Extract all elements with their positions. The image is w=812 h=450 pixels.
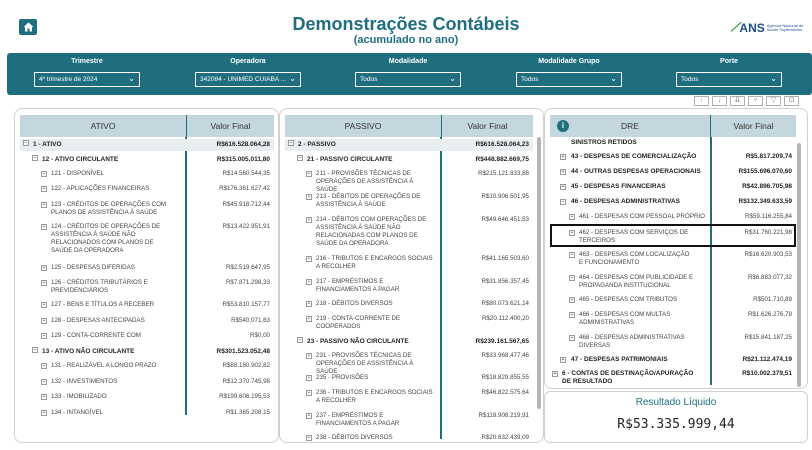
filter-label: Operadora: [230, 58, 266, 65]
row-label: 126 - CRÉDITOS TRIBUTÁRIOS E PREVIDENCIÁRIOS: [51, 279, 148, 294]
row-value: R$16.620.903,53: [744, 251, 792, 258]
row-label: 231 - PROVISÕES TÉCNICAS DE OPERAÇÕES DE ASSISTÊNCIA À SAÚDE: [316, 352, 414, 375]
filter-modalidade: [355, 53, 461, 95]
row-value: R$42.896.705,98: [742, 183, 792, 190]
chevron-down-icon: ⌄: [289, 74, 296, 83]
table-row[interactable]: [285, 336, 533, 348]
filter-modalidade-grupo: [516, 53, 622, 95]
row-value: R$49.646.451,53: [481, 216, 529, 223]
row-label: 124 - CRÉDITOS DE OPERAÇÕES DE ASSISTÊNCIA À SAÚDE NÃO RELACIONADOS COM PLANOS DE SAÚDE DA OPERADORA: [51, 223, 161, 254]
row-label: 129 - CONTA-CORRENTE COM: [51, 332, 141, 339]
table-row[interactable]: [20, 378, 274, 388]
row-value: R$315.005.011,80: [216, 156, 270, 163]
expand-icon[interactable]: +: [570, 312, 574, 318]
row-value: R$41.165.503,60: [481, 255, 529, 262]
resultado-liquido-card: [544, 391, 808, 443]
row-value: R$33.968.477,46: [481, 352, 529, 359]
row-value: R$10.906.501,95: [481, 193, 529, 200]
row-label: 464 - DESPESAS COM PUBLICIDADE E PROPAGANDA INSTITUCIONAL: [579, 274, 694, 289]
row-label: 1 - ATIVO: [33, 141, 62, 148]
table-row[interactable]: [550, 168, 796, 178]
expand-icon[interactable]: +: [42, 265, 46, 271]
row-value: R$31.760.221,98: [744, 229, 792, 236]
expand-icon[interactable]: +: [561, 154, 565, 160]
table-row[interactable]: [550, 183, 796, 193]
valor-final-column-header[interactable]: Valor Final: [710, 115, 796, 137]
table-row[interactable]: [550, 274, 796, 292]
table-row[interactable]: [20, 223, 274, 257]
row-label: 134 - INTANGÍVEL: [51, 409, 104, 416]
table-row[interactable]: [550, 296, 796, 306]
filter-operadora: [195, 53, 301, 95]
row-value: R$155.696.070,60: [738, 168, 792, 175]
row-label: 133 - IMOBILIZADO: [51, 393, 107, 400]
ativo-panel: [14, 108, 279, 443]
expand-icon[interactable]: +: [42, 363, 46, 369]
row-label: 211 - PROVISÕES TÉCNICAS DE OPERAÇÕES DE ASSISTÊNCIA À SAÚDE: [316, 170, 414, 193]
passivo-scrollbar[interactable]: [537, 137, 541, 409]
filter-label: Trimestre: [71, 58, 103, 65]
table-row[interactable]: [285, 170, 533, 193]
expand-icon[interactable]: +: [42, 224, 46, 230]
filter-button[interactable]: [766, 96, 781, 106]
row-value: R$2.519.647,95: [225, 264, 270, 271]
filter-label: Porte: [720, 58, 738, 65]
page-subtitle: (acumulado no ano): [353, 34, 459, 46]
expand-icon[interactable]: +: [561, 357, 565, 363]
row-value: R$46.822.575,64: [481, 389, 529, 396]
ans-logo-text: ANS: [739, 20, 765, 35]
expand-icon[interactable]: +: [307, 435, 311, 441]
passivo-table-header: [285, 115, 533, 137]
trimestre-select-value: 4º trimestre de 2024: [39, 76, 98, 83]
table-row[interactable]: [550, 139, 796, 149]
expand-icon[interactable]: +: [307, 194, 311, 200]
row-value: R$132.349.633,59: [738, 198, 792, 205]
expand-icon[interactable]: +: [42, 171, 46, 177]
row-label: SINISTROS RETIDOS: [571, 139, 637, 146]
row-label: 2 - PASSIVO: [298, 141, 336, 148]
page-title: Demonstrações Contábeis: [292, 14, 520, 34]
row-value: R$20.112.400,20: [481, 315, 529, 322]
row-label: 131 - REALIZÁVEL A LONGO PRAZO: [51, 362, 157, 369]
table-row[interactable]: [285, 412, 533, 430]
expand-icon[interactable]: +: [561, 169, 565, 175]
row-label: 121 - DISPONÍVEL: [51, 170, 104, 177]
table-row[interactable]: [550, 198, 796, 208]
row-label: 237 - EMPRÉSTIMOS E FINANCIAMENTOS A PAGAR: [316, 412, 400, 427]
info-icon[interactable]: i: [557, 120, 569, 132]
expand-icon[interactable]: +: [42, 379, 46, 385]
expand-icon[interactable]: +: [570, 230, 574, 236]
table-row[interactable]: [550, 251, 796, 269]
arrow-up-icon: ↑: [699, 97, 704, 104]
expand-icon[interactable]: +: [570, 297, 574, 303]
row-value: R$20.632.439,09: [481, 434, 529, 441]
table-row[interactable]: [20, 301, 274, 311]
collapse-icon[interactable]: −: [24, 140, 28, 146]
expand-icon[interactable]: +: [307, 413, 311, 419]
row-value: R$53.810.157,77: [222, 301, 270, 308]
table-row[interactable]: [550, 334, 796, 352]
row-value: R$5.817.209,74: [745, 153, 792, 160]
expand-icon[interactable]: +: [42, 202, 46, 208]
row-value: R$15.841.187,25: [744, 334, 792, 341]
resultado-liquido-value: R$53.335.999,44: [617, 417, 735, 432]
row-label: 23 - PASSIVO NÃO CIRCULANTE: [307, 338, 409, 345]
row-label: 463 - DESPESAS COM LOCALIZAÇÃO E FUNCIONAMENTO: [579, 251, 690, 266]
expand-icon[interactable]: +: [307, 279, 311, 285]
row-label: 45 - DESPESAS FINANCEIRAS: [571, 183, 666, 190]
expand-icon[interactable]: +: [307, 301, 311, 307]
focus-mode-icon: ⊡: [788, 97, 795, 104]
table-row[interactable]: [20, 139, 274, 151]
selected-row-highlight: [550, 224, 796, 247]
table-row[interactable]: [550, 153, 796, 163]
filter-bar: [7, 53, 812, 95]
fork-icon: ⑂: [753, 97, 758, 104]
table-row[interactable]: [20, 362, 274, 372]
expand-icon[interactable]: +: [42, 410, 46, 416]
expand-icon[interactable]: +: [42, 280, 46, 286]
dre-scrollbar[interactable]: [797, 143, 801, 387]
row-label: 122 - APLICAÇÕES FINANCEIRAS: [51, 185, 150, 192]
chevron-down-icon: ⌄: [128, 74, 135, 83]
table-row[interactable]: [550, 356, 796, 366]
double-arrow-down-icon: ⇊: [734, 97, 741, 104]
resultado-liquido-label: Resultado Líquido: [635, 397, 717, 408]
row-value: R$12.370.745,98: [222, 378, 270, 385]
row-label: 462 - DESPESAS COM SERVIÇOS DE TERCEIROS: [579, 229, 689, 244]
expand-icon[interactable]: +: [307, 390, 311, 396]
row-label: 127 - BENS E TÍTULOS A RECEBER: [51, 301, 155, 308]
table-row[interactable]: [285, 389, 533, 407]
filter-label: Modalidade: [388, 58, 428, 65]
table-row[interactable]: [285, 193, 533, 211]
operadora-select[interactable]: [195, 72, 301, 87]
row-value: R$1.626.276,78: [747, 311, 792, 318]
row-label: 461 - DESPESAS COM PESSOAL PRÓPRIO: [579, 213, 705, 220]
row-label: 47 - DESPESAS PATRIMONIAIS: [571, 356, 668, 363]
table-row[interactable]: [20, 409, 274, 419]
row-value: R$59.116.255,84: [744, 213, 792, 220]
row-label: 125 - DESPESAS DIFERIDAS: [51, 264, 135, 271]
table-row[interactable]: [20, 185, 274, 195]
row-value: R$45.918.712,44: [222, 201, 270, 208]
modalidade-grupo-select[interactable]: [516, 72, 622, 87]
expand-icon[interactable]: +: [42, 394, 46, 400]
expand-icon[interactable]: +: [561, 184, 565, 190]
ativo-column-header[interactable]: ATIVO: [90, 121, 116, 131]
valor-final-column-header[interactable]: Valor Final: [441, 115, 533, 137]
table-row[interactable]: [285, 139, 533, 151]
row-label: 238 - DÉBITOS DIVERSOS: [316, 434, 393, 441]
row-label: 21 - PASSIVO CIRCULANTE: [307, 156, 393, 163]
row-label: 123 - CRÉDITOS DE OPERAÇÕES COM PLANOS DE ASSISTÊNCIA À SAÚDE: [51, 201, 167, 216]
row-label: 465 - DESPESAS COM TRIBUTOS: [579, 296, 678, 303]
row-value: R$176.361.627,42: [219, 185, 270, 192]
row-label: 13 - ATIVO NÃO CIRCULANTE: [42, 348, 135, 355]
row-value: R$448.882.669,75: [475, 156, 529, 163]
row-value: R$1.365.208,15: [225, 409, 270, 416]
row-value: R$10.002.379,51: [742, 370, 792, 377]
row-label: 217 - EMPRÉSTIMOS E FINANCIAMENTOS A PAGAR: [316, 278, 400, 293]
visual-toolbar: [694, 96, 799, 106]
expand-all-button[interactable]: [748, 96, 763, 106]
row-value: R$6.883.077,32: [747, 274, 792, 281]
passivo-panel: [279, 108, 544, 443]
expand-icon[interactable]: +: [570, 275, 574, 281]
collapse-icon[interactable]: −: [33, 155, 37, 161]
row-label: 466 - DESPESAS COM MULTAS ADMINISTRATIVAS: [579, 311, 671, 326]
expand-icon[interactable]: +: [42, 302, 46, 308]
expand-icon[interactable]: +: [42, 186, 46, 192]
expand-icon[interactable]: +: [553, 371, 557, 377]
row-label: 128 - DESPESAS ANTECIPADAS: [51, 317, 145, 324]
expand-icon[interactable]: +: [570, 252, 574, 258]
row-value: R$80.073.621,14: [481, 300, 529, 307]
row-value: R$14.560.544,35: [222, 170, 270, 177]
expand-icon[interactable]: +: [307, 256, 311, 262]
row-value: R$215.121.833,88: [478, 170, 529, 177]
expand-icon[interactable]: +: [307, 316, 311, 322]
modalidade-select-value: Todos: [360, 76, 378, 83]
expand-icon[interactable]: +: [307, 353, 311, 359]
table-row[interactable]: [20, 317, 274, 327]
next-level-button[interactable]: [730, 96, 745, 106]
table-row[interactable]: [550, 213, 796, 223]
dre-column-header[interactable]: DRE: [621, 121, 639, 131]
trimestre-select[interactable]: [34, 72, 140, 87]
ans-logo-subtext: Agência Nacional de Saúde Suplementar: [766, 22, 804, 32]
dre-panel: [544, 108, 808, 389]
collapse-icon[interactable]: −: [561, 199, 565, 205]
row-value: R$0,00: [250, 332, 270, 339]
table-row[interactable]: [285, 374, 533, 384]
table-row[interactable]: [20, 393, 274, 403]
table-row[interactable]: [285, 154, 533, 166]
row-value: R$31.856.357,45: [481, 278, 529, 285]
row-value: R$616.528.064,28: [216, 141, 270, 148]
modalidade-select[interactable]: [355, 72, 461, 87]
row-label: 216 - TRIBUTOS E ENCARGOS SOCIAIS A RECOLHER: [316, 255, 433, 270]
row-label: 218 - DÉBITOS DIVERSOS: [316, 300, 393, 307]
row-value: R$7.871.298,33: [225, 279, 270, 286]
row-value: R$13.422.951,91: [222, 223, 270, 230]
porte-select-value: Todos: [681, 76, 699, 83]
row-value: R$199.606.195,53: [219, 393, 270, 400]
row-label: 6 - CONTAS DE DESTINAÇÃO/APURAÇÃO DE RESULTADO: [562, 370, 694, 385]
row-label: 236 - TRIBUTOS E ENCARGOS SOCIAIS A RECOLHER: [316, 389, 433, 404]
arrow-down-icon: ↓: [717, 97, 722, 104]
expand-icon[interactable]: +: [42, 318, 46, 324]
ativo-table-header: [20, 115, 274, 137]
table-row[interactable]: [285, 255, 533, 273]
collapse-icon[interactable]: −: [33, 347, 37, 353]
expand-icon[interactable]: +: [307, 217, 311, 223]
filter-porte: [676, 53, 782, 95]
table-row[interactable]: [550, 370, 796, 388]
porte-select[interactable]: [676, 72, 782, 87]
table-row[interactable]: [285, 315, 533, 333]
table-row[interactable]: [550, 311, 796, 329]
row-label: 132 - INVESTIMENTOS: [51, 378, 118, 385]
row-label: 214 - DÉBITOS COM OPERAÇÕES DE ASSISTÊNCIA À SAÚDE NÃO RELACIONADAS COM PLANOS DE SAÚDE DA OPERADORA: [316, 216, 427, 247]
ans-logo: [731, 20, 807, 35]
table-row[interactable]: [285, 352, 533, 375]
row-value: R$18.829.855,55: [481, 374, 529, 381]
expand-icon[interactable]: +: [307, 375, 311, 381]
operadora-select-value: 342084 - UNIMED CUIABA ...: [200, 76, 286, 83]
row-value: R$118.908.219,91: [478, 412, 529, 419]
collapse-icon[interactable]: −: [289, 140, 293, 146]
expand-icon[interactable]: +: [42, 333, 46, 339]
filter-icon: ▽: [770, 97, 777, 104]
row-label: 235 - PROVISÕES: [316, 374, 369, 381]
row-label: 46 - DESPESAS ADMINISTRATIVAS: [571, 198, 680, 205]
chevron-down-icon: ⌄: [449, 74, 456, 83]
table-row[interactable]: [285, 300, 533, 310]
table-row[interactable]: [285, 278, 533, 296]
drill-down-button[interactable]: [712, 96, 727, 106]
table-row[interactable]: [20, 346, 274, 358]
row-label: 213 - DÉBITOS DE OPERAÇÕES DE ASSISTÊNCIA À SAÚDE: [316, 193, 421, 208]
valor-final-column-header[interactable]: Valor Final: [186, 115, 274, 137]
row-label: 43 - DESPESAS DE COMERCIALIZAÇÃO: [571, 153, 697, 160]
row-label: 44 - OUTRAS DESPESAS OPERACIONAIS: [571, 168, 701, 175]
row-label: 468 - DESPESAS ADMINISTRATIVAS DIVERSAS: [579, 334, 685, 349]
expand-icon[interactable]: +: [570, 214, 574, 220]
row-value: R$616.528.064,23: [475, 141, 529, 148]
passivo-column-header[interactable]: PASSIVO: [344, 121, 382, 131]
row-value: R$88.180.902,82: [222, 362, 270, 369]
row-value: R$21.112.474,19: [742, 356, 792, 363]
dre-table-header: [550, 115, 796, 137]
table-row[interactable]: [20, 170, 274, 180]
row-label: 12 - ATIVO CIRCULANTE: [42, 156, 119, 163]
drill-up-button[interactable]: [694, 96, 709, 106]
ans-logo-mark-icon: ⟋: [731, 20, 740, 34]
focus-mode-button[interactable]: [784, 96, 799, 106]
expand-icon[interactable]: +: [307, 171, 311, 177]
filter-trimestre: [34, 53, 140, 95]
collapse-icon[interactable]: −: [298, 155, 302, 161]
chevron-down-icon: ⌄: [770, 74, 777, 83]
table-row[interactable]: [20, 279, 274, 297]
table-row[interactable]: [285, 216, 533, 250]
collapse-icon[interactable]: −: [298, 337, 302, 343]
table-row[interactable]: [20, 201, 274, 219]
expand-icon[interactable]: +: [570, 335, 574, 341]
table-row[interactable]: [20, 332, 274, 342]
row-value: R$501.710,89: [753, 296, 792, 303]
table-row[interactable]: [285, 434, 533, 443]
filter-label: Modalidade Grupo: [538, 58, 600, 65]
chevron-down-icon: ⌄: [610, 74, 617, 83]
row-value: R$239.161.567,65: [475, 338, 529, 345]
row-value: R$301.523.052,48: [216, 348, 270, 355]
table-row[interactable]: [20, 154, 274, 166]
row-label: 219 - CONTA-CORRENTE DE COOPERADOS: [316, 315, 401, 330]
row-value: R$540.071,63: [231, 317, 270, 324]
table-row[interactable]: [20, 264, 274, 274]
modalidade-grupo-select-value: Todos: [521, 76, 539, 83]
